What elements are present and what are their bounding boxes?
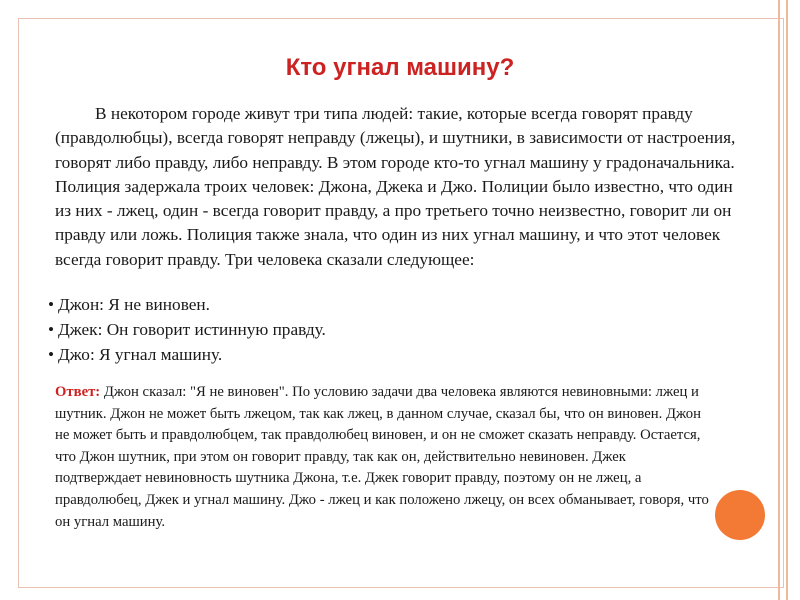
bullet-icon: • (48, 295, 55, 314)
statement-text: Джон: Я не виновен. (58, 295, 210, 314)
statement-item (48, 317, 728, 342)
answer-text: Джон сказал: "Я не виновен". По условию задачи два человека являются невиновными: лжец и шутник. Джон не может быть лжецом, так как лжец, в данном случае, сказал бы, что он виновен. Джон не может быть и правдолюбцем, так правдолюбец виновен, и он не сможет сказать неправду. Остается, что Джон шутник, при этом он говорит правду, так как он, действительно невиновен. Джек подтверждает невиновность шутника Джона, т.е. Джек говорит правду, поэтому он не лжец, а правдолюбец, Джек и угнал машину. Джо - лжец и как положено лжецу, он всех обманывает, говоря, что он угнал машину. (55, 384, 709, 530)
answer-label: Ответ: (55, 384, 101, 400)
answer-block (55, 382, 715, 533)
decorative-line-right-outer (786, 0, 788, 600)
statements-list (48, 292, 728, 367)
bullet-icon: • (48, 345, 55, 364)
statement-text: Джо: Я угнал машину. (58, 345, 223, 364)
decorative-circle (715, 490, 765, 540)
statement-text: Джек: Он говорит истинную правду. (58, 320, 326, 339)
decorative-line-right (778, 0, 780, 600)
bullet-icon: • (48, 320, 55, 339)
statement-item (48, 292, 728, 317)
slide-title: Кто угнал машину? (285, 54, 515, 81)
statement-item (48, 342, 728, 367)
problem-text: В некотором городе живут три типа людей: такие, которые всегда говорят правду (правдолюбцы), всегда говорят неправду (лжецы), и шутники, в зависимости от настроения, говорят либо правду, либо неправду. В этом городе кто-то угнал машину у градоначальника. Полиция задержала троих человек: Джона, Джека и Джо. Полиции было известно, что один из них - лжец, один - всегда говорит правду, а про третьего точно неизвестно, говорит ли он правду или ложь. Полиция также знала, что один из них угнал машину, и что этот человек всегда говорит правду. Три человека сказали следующее: (55, 104, 736, 269)
